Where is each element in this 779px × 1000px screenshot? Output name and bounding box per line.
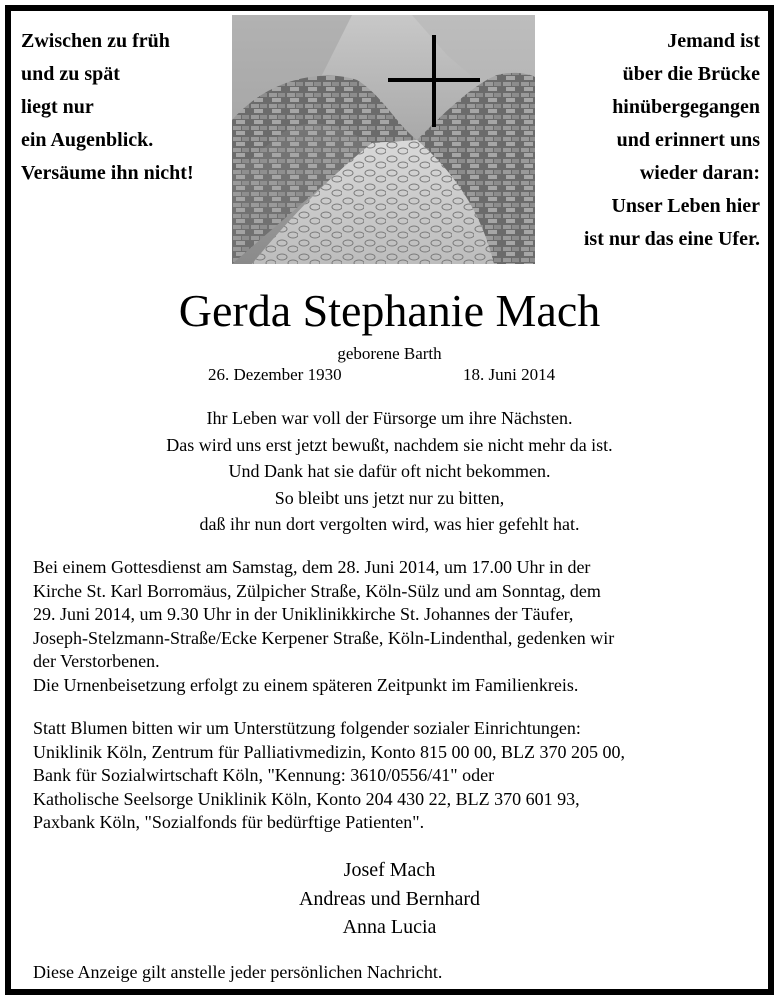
poem-right-line: und erinnert uns bbox=[616, 129, 760, 151]
memorial-verse bbox=[11, 405, 768, 538]
poem-right-line: über die Brücke bbox=[622, 63, 760, 85]
poem-right-line: ist nur das eine Ufer. bbox=[583, 228, 760, 250]
poem-left-line: und zu spät bbox=[21, 63, 120, 85]
poem-left-line: Versäume ihn nicht! bbox=[21, 162, 194, 184]
poem-left-line: Zwischen zu früh bbox=[21, 30, 170, 52]
signature-line: Andreas und Bernhard bbox=[298, 887, 481, 910]
footer-note: Diese Anzeige gilt anstelle jeder persönlichen Nachricht. bbox=[33, 962, 443, 982]
donation-line: Statt Blumen bitten wir um Unterstützung folgender sozialer Einrichtungen: bbox=[33, 718, 581, 738]
service-line: 29. Juni 2014, um 9.30 Uhr in der Uniklinikkirche St. Johannes der Täufer, bbox=[33, 604, 574, 625]
verse-line: So bleibt uns jetzt nur zu bitten, bbox=[274, 487, 505, 508]
poem-right-line: hinübergegangen bbox=[612, 96, 760, 118]
verse-line: daß ihr nun dort vergolten wird, was hier gefehlt hat. bbox=[199, 514, 580, 534]
bridge-photo bbox=[232, 15, 535, 264]
service-line: Die Urnenbeisetzung erfolgt zu einem späteren Zeitpunkt im Familienkreis. bbox=[33, 674, 579, 695]
donation-line: Bank für Sozialwirtschaft Köln, "Kennung: 3610/0556/41" oder bbox=[33, 765, 495, 786]
maiden-name: geborene Barth bbox=[337, 344, 442, 363]
deceased-name: Gerda Stephanie Mach bbox=[178, 285, 601, 336]
service-line: der Verstorbenen. bbox=[33, 651, 160, 672]
signatures bbox=[11, 856, 768, 942]
poem-left-line: liegt nur bbox=[21, 96, 94, 118]
obituary-notice bbox=[5, 5, 774, 995]
poem-right-line: Jemand ist bbox=[667, 30, 760, 52]
service-line: Kirche St. Karl Borromäus, Zülpicher Straße, Köln-Sülz und am Sonntag, dem bbox=[33, 580, 601, 601]
birth-date: 26. Dezember 1930 bbox=[208, 365, 342, 384]
service-paragraph bbox=[33, 556, 756, 698]
verse-line: Das wird uns erst jetzt bewußt, nachdem sie nicht mehr da ist. bbox=[166, 434, 613, 455]
donation-line: Katholische Seelsorge Uniklinik Köln, Konto 204 430 22, BLZ 370 601 93, bbox=[33, 788, 580, 809]
verse-line: Ihr Leben war voll der Fürsorge um ihre Nächsten. bbox=[206, 408, 573, 428]
donation-paragraph bbox=[33, 717, 756, 835]
signature-line: Josef Mach bbox=[343, 859, 436, 881]
service-line: Bei einem Gottesdienst am Samstag, dem 28. Juni 2014, um 17.00 Uhr in der bbox=[33, 557, 591, 577]
poem-left-line: ein Augenblick. bbox=[21, 129, 154, 151]
donation-line: Uniklinik Köln, Zentrum für Palliativmedizin, Konto 815 00 00, BLZ 370 205 00, bbox=[33, 741, 625, 762]
death-date: 18. Juni 2014 bbox=[463, 365, 556, 384]
service-line: Joseph-Stelzmann-Straße/Ecke Kerpener Straße, Köln-Lindenthal, gedenken wir bbox=[33, 627, 615, 648]
signature-line: Anna Lucia bbox=[342, 916, 437, 938]
poem-right-line: wieder daran: bbox=[639, 162, 760, 184]
donation-line: Paxbank Köln, "Sozialfonds für bedürftige Patienten". bbox=[33, 812, 425, 833]
poem-left bbox=[21, 25, 194, 190]
poem-right-line: Unser Leben hier bbox=[611, 195, 760, 217]
verse-line: Und Dank hat sie dafür oft nicht bekommen. bbox=[228, 461, 551, 481]
poem-right bbox=[584, 25, 760, 256]
